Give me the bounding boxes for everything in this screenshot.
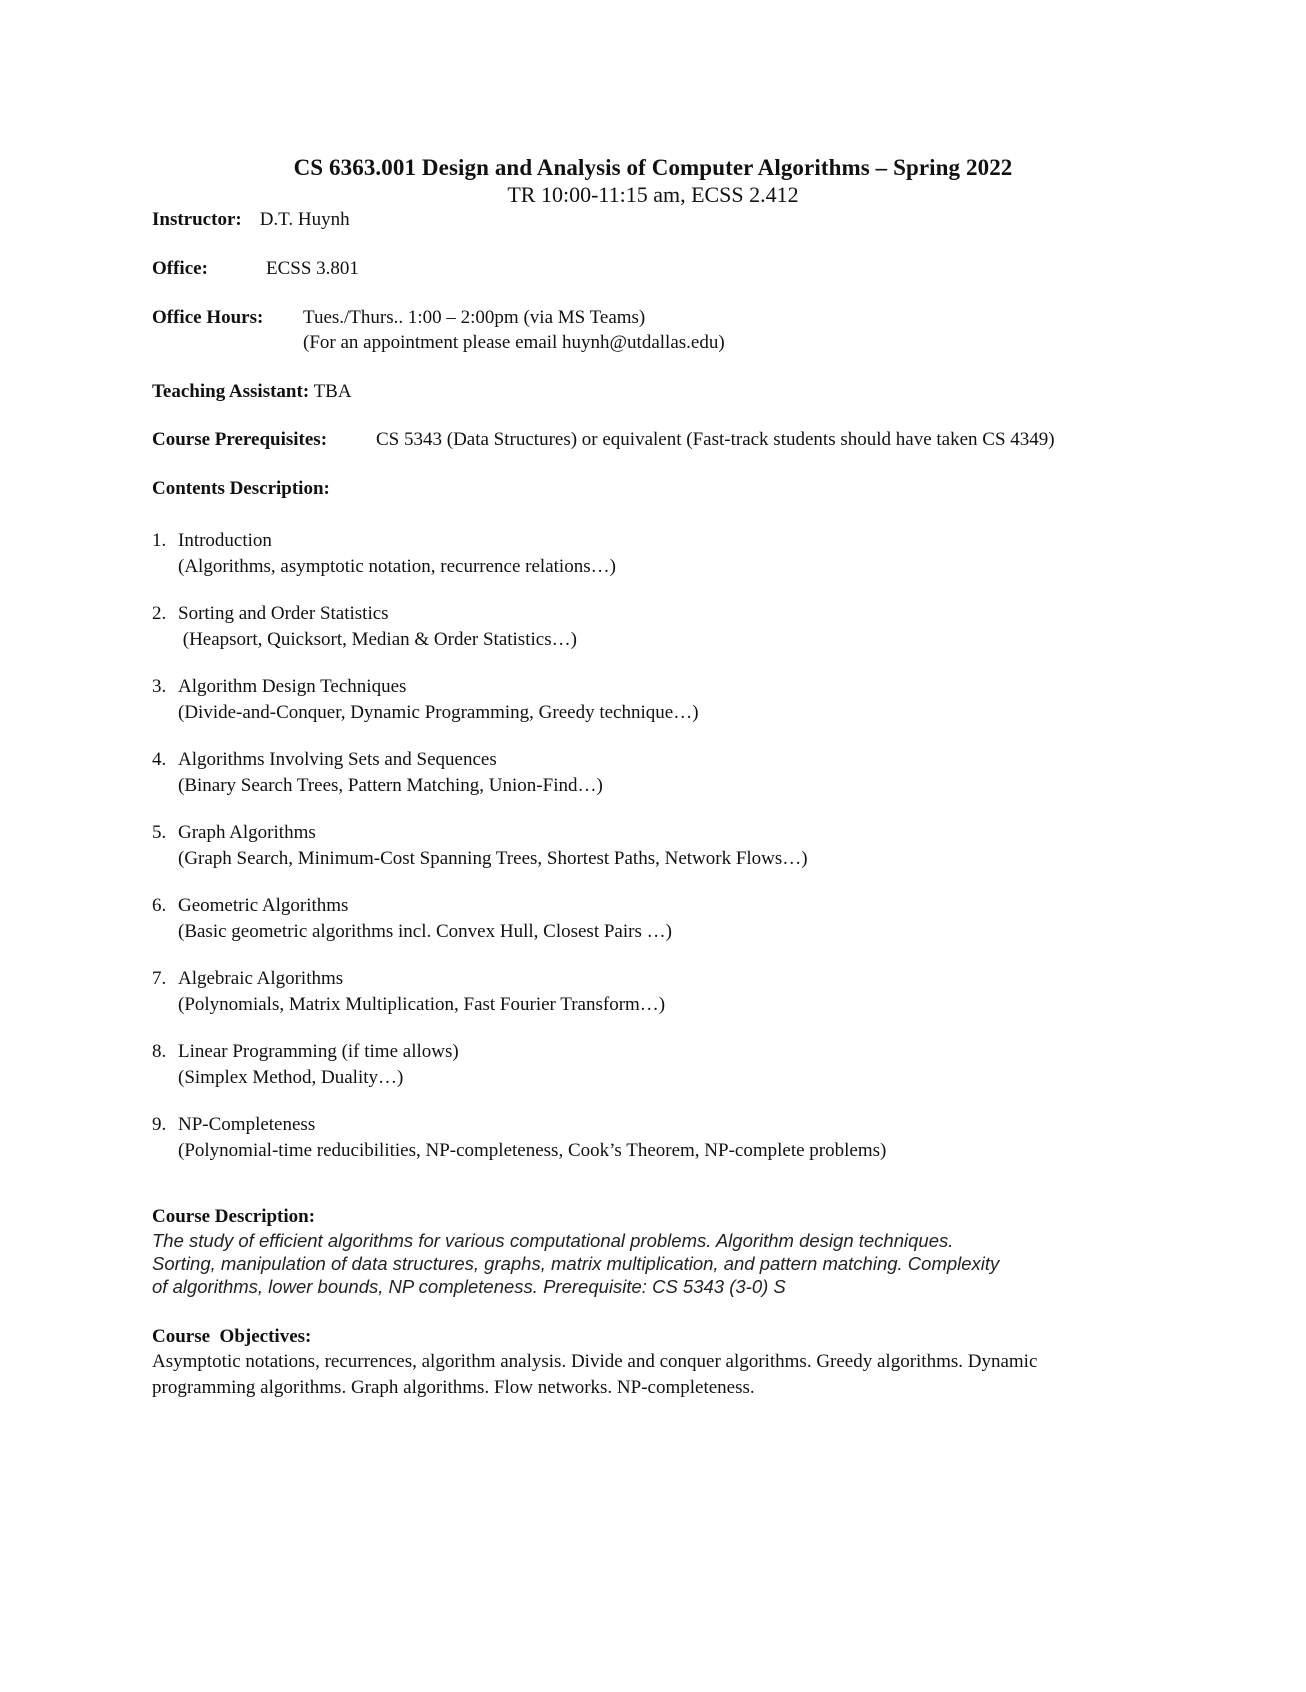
instructor-name: D.T. Huynh <box>259 209 350 230</box>
course-objectives-section <box>152 1325 1142 1401</box>
topic-list <box>152 528 886 1185</box>
topic-item <box>152 1112 886 1185</box>
topic-title: Sorting and Order Statistics <box>178 603 389 624</box>
course-description-label: Course Description: <box>152 1206 316 1227</box>
topic-detail: (Algorithms, asymptotic notation, recurrence relations…) <box>178 556 616 577</box>
prerequisites-value: CS 5343 (Data Structures) or equivalent (Fast-track students should have taken CS 4349) <box>376 429 1055 450</box>
office-hours-label: Office Hours: <box>152 307 264 328</box>
topic-item <box>152 674 886 747</box>
topic-title: Algorithms Involving Sets and Sequences <box>178 749 497 770</box>
course-schedule: TR 10:00-11:15 am, ECSS 2.412 <box>507 182 799 207</box>
ta-row <box>152 380 352 404</box>
topic-title: Algorithm Design Techniques <box>178 676 407 697</box>
topic-number: 9. <box>152 1114 167 1135</box>
topic-item <box>152 528 886 601</box>
prerequisites-row <box>152 428 1055 452</box>
topic-detail: (Simplex Method, Duality…) <box>178 1067 404 1088</box>
topic-item <box>152 1039 886 1112</box>
contents-heading-row <box>152 477 330 501</box>
topic-detail: (Polynomial-time reducibilities, NP-completeness, Cook’s Theorem, NP-complete problems) <box>178 1140 887 1161</box>
topic-number: 7. <box>152 968 167 989</box>
topic-item <box>152 893 886 966</box>
office-hours-line2: (For an appointment please email huynh@utdallas.edu) <box>303 332 725 353</box>
ta-label: Teaching Assistant: <box>152 381 310 402</box>
topic-number: 5. <box>152 822 167 843</box>
topic-item <box>152 820 886 893</box>
course-description-section <box>152 1205 1142 1298</box>
instructor-row <box>152 208 350 232</box>
topic-title: Algebraic Algorithms <box>178 968 344 989</box>
topic-item <box>152 747 886 820</box>
course-objectives-text: Asymptotic notations, recurrences, algorithm analysis. Divide and conquer algorithms. Greedy algorithms. Dynamic programming algorithms. Graph algorithms. Flow networks. NP-completeness. <box>152 1351 1038 1398</box>
office-hours-line1: Tues./Thurs.. 1:00 – 2:00pm (via MS Teams) <box>303 307 646 328</box>
topic-number: 8. <box>152 1041 167 1062</box>
topic-number: 4. <box>152 749 167 770</box>
topic-number: 3. <box>152 676 167 697</box>
course-title: CS 6363.001 Design and Analysis of Computer Algorithms – Spring 2022 <box>293 155 1013 180</box>
topic-number: 6. <box>152 895 167 916</box>
prerequisites-label: Course Prerequisites: <box>152 429 328 450</box>
topic-item <box>152 966 886 1039</box>
topic-title: Graph Algorithms <box>178 822 316 843</box>
office-row <box>152 257 359 281</box>
topic-number: 1. <box>152 530 167 551</box>
topic-title: Linear Programming (if time allows) <box>178 1041 459 1062</box>
topic-detail: (Polynomials, Matrix Multiplication, Fast Fourier Transform…) <box>178 994 666 1015</box>
office-value: ECSS 3.801 <box>266 258 359 279</box>
course-objectives-label: Course Objectives: <box>152 1326 312 1347</box>
topic-item <box>152 601 886 674</box>
office-label: Office: <box>152 258 208 279</box>
topic-detail: (Divide-and-Conquer, Dynamic Programming, Greedy technique…) <box>178 702 699 723</box>
topic-detail: (Basic geometric algorithms incl. Convex Hull, Closest Pairs …) <box>178 921 672 942</box>
office-hours-label-row <box>152 306 263 330</box>
topic-detail: (Binary Search Trees, Pattern Matching, Union-Find…) <box>178 775 603 796</box>
course-description-text: The study of efficient algorithms for various computational problems. Algorithm design techniques. Sorting, manipulation of data structures, graphs, matrix multiplication, and pattern matching. Complexity of algorithms, lower bounds, NP completeness. Prerequisite: CS 5343 (3-0) S <box>152 1230 1000 1297</box>
instructor-label: Instructor: <box>152 209 242 230</box>
topic-title: NP-Completeness <box>178 1114 316 1135</box>
topic-title: Introduction <box>178 530 272 551</box>
header <box>0 154 1306 208</box>
topic-detail: (Graph Search, Minimum-Cost Spanning Trees, Shortest Paths, Network Flows…) <box>178 848 808 869</box>
topic-title: Geometric Algorithms <box>178 895 349 916</box>
topic-detail: (Heapsort, Quicksort, Median & Order Statistics…) <box>178 629 577 650</box>
ta-value: TBA <box>313 381 352 402</box>
topic-number: 2. <box>152 603 167 624</box>
contents-heading: Contents Description: <box>152 478 330 499</box>
